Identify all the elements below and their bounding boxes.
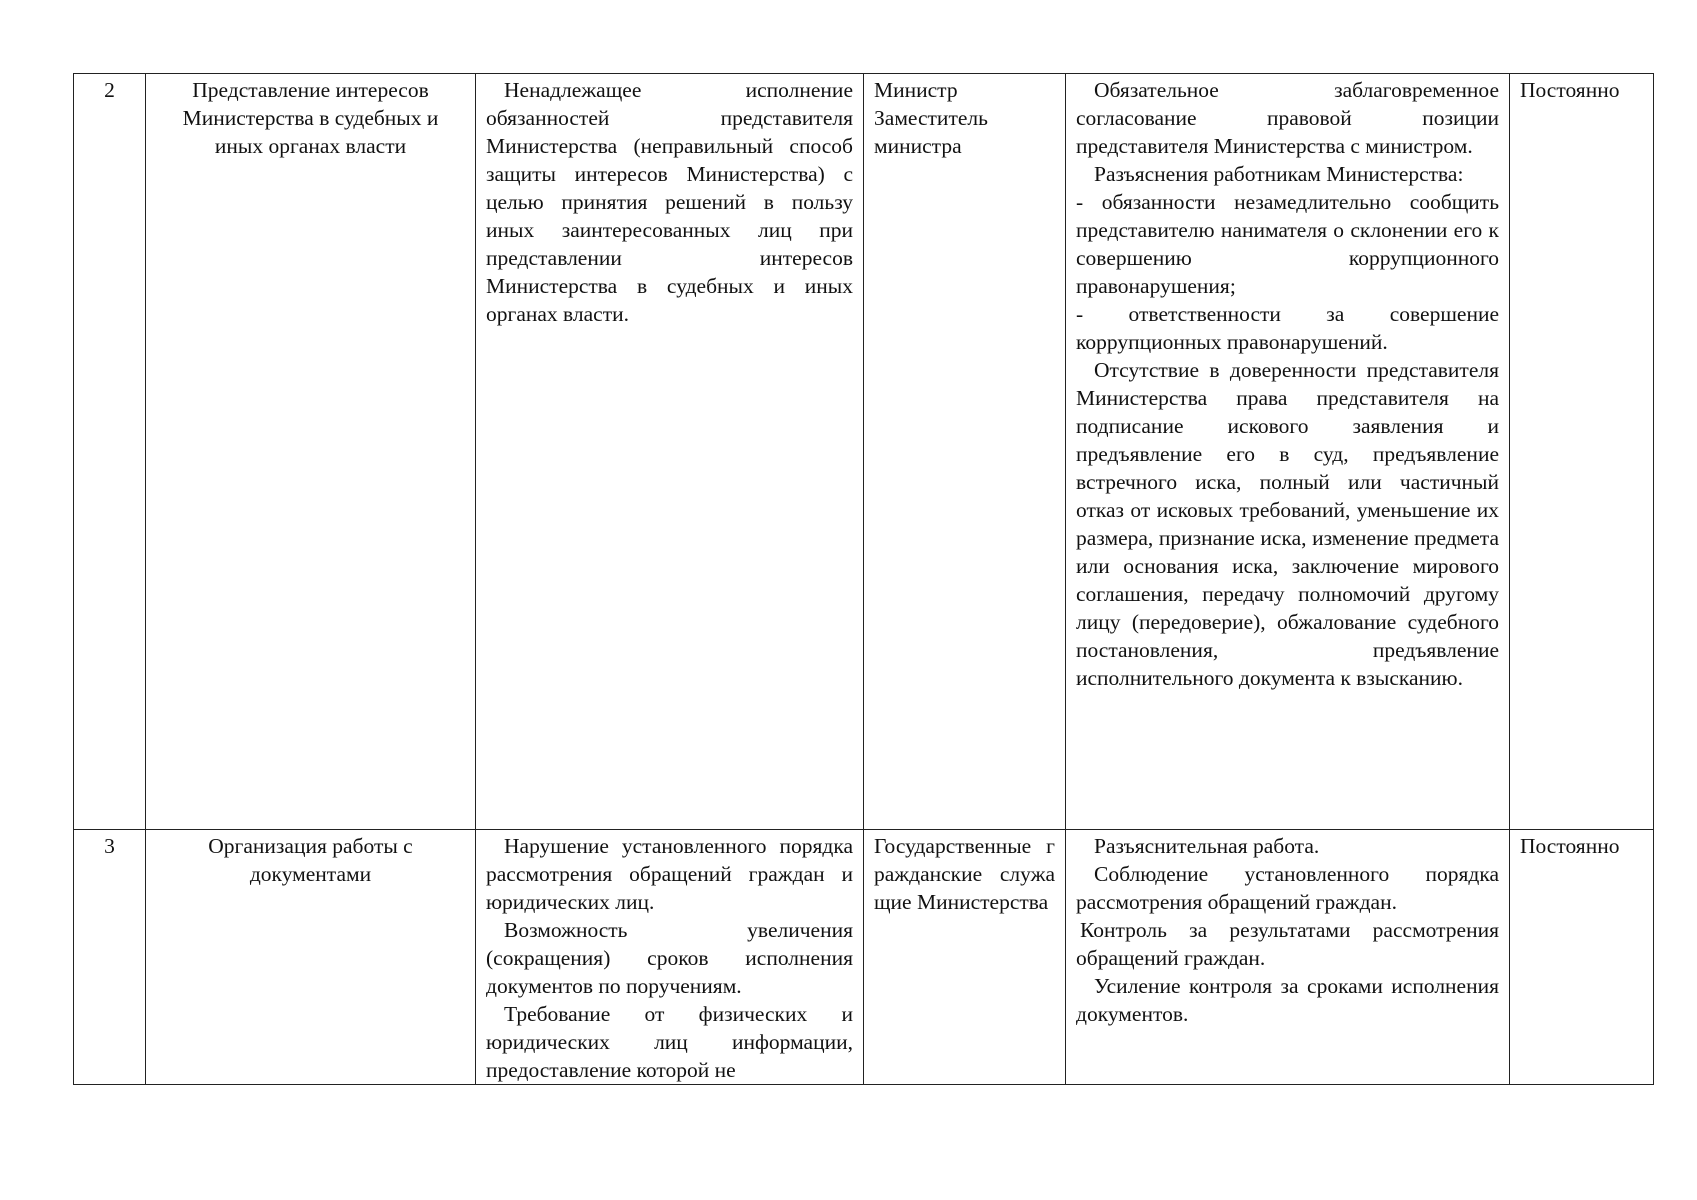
row-number: 2 xyxy=(74,74,146,830)
process-cell: Организация работы с документами xyxy=(146,830,476,1085)
table-row xyxy=(74,74,1654,830)
risk-paragraph: Нарушение установленного порядка рассмотрения обращений граждан и юридических лиц. xyxy=(486,834,853,914)
position-line: Государственные гражданские служащие Министерства xyxy=(874,834,1055,914)
table-row xyxy=(74,830,1654,1085)
risk-paragraph: Требование от физических и юридических лиц информации, предоставление которой не xyxy=(486,1002,853,1082)
measure-paragraph: - обязанности незамедлительно сообщить представителю нанимателя о склонении его к совершению коррупционного правонарушения; xyxy=(1076,190,1499,298)
position-line: Заместитель министра xyxy=(874,106,988,158)
measure-paragraph: Отсутствие в доверенности представителя Министерства права представителя на подписание искового заявления и предъявление его в суд, предъявление встречного иска, полный или частичный отказ от исковых требований, уменьшение их размера, признание иска, изменение предмета или основания иска, заключение мирового соглашения, передачу полномочий другому лицу (передоверие), обжалование судебного постановления, предъявление исполнительного документа к взысканию. xyxy=(1076,358,1499,690)
corruption-risk-table xyxy=(73,73,1654,1085)
measures-cell xyxy=(1066,830,1510,1085)
process-cell: Представление интересов Министерства в судебных и иных органах власти xyxy=(146,74,476,830)
measures-cell xyxy=(1066,74,1510,830)
measure-paragraph: Обязательное заблаговременное согласование правовой позиции представителя Министерства с министром. xyxy=(1076,78,1499,158)
position-line: Министр xyxy=(874,78,958,102)
measure-paragraph: - ответственности за совершение коррупционных правонарушений. xyxy=(1076,302,1499,354)
risk-paragraph: Возможность увеличения (сокращения) сроков исполнения документов по поручениям. xyxy=(486,918,853,998)
positions-cell xyxy=(864,74,1066,830)
measure-paragraph: Разъяснительная работа. xyxy=(1094,834,1320,858)
positions-cell xyxy=(864,830,1066,1085)
measure-paragraph: Соблюдение установленного порядка рассмотрения обращений граждан. xyxy=(1076,862,1499,914)
risk-cell xyxy=(476,74,864,830)
risk-paragraph: Ненадлежащее исполнение обязанностей представителя Министерства (неправильный способ защиты интересов Министерства) с целью принятия решений в пользу иных заинтересованных лиц при представлении интересов Министерства в судебных и иных органах власти. xyxy=(486,78,853,326)
measure-paragraph: Контроль за результатами рассмотрения обращений граждан. xyxy=(1076,918,1499,970)
term-cell: Постоянно xyxy=(1510,830,1654,1085)
measure-paragraph: Усиление контроля за сроками исполнения документов. xyxy=(1076,974,1499,1026)
row-number: 3 xyxy=(74,830,146,1085)
measure-paragraph: Разъяснения работникам Министерства: xyxy=(1094,162,1464,186)
term-cell: Постоянно xyxy=(1510,74,1654,830)
risk-cell xyxy=(476,830,864,1085)
